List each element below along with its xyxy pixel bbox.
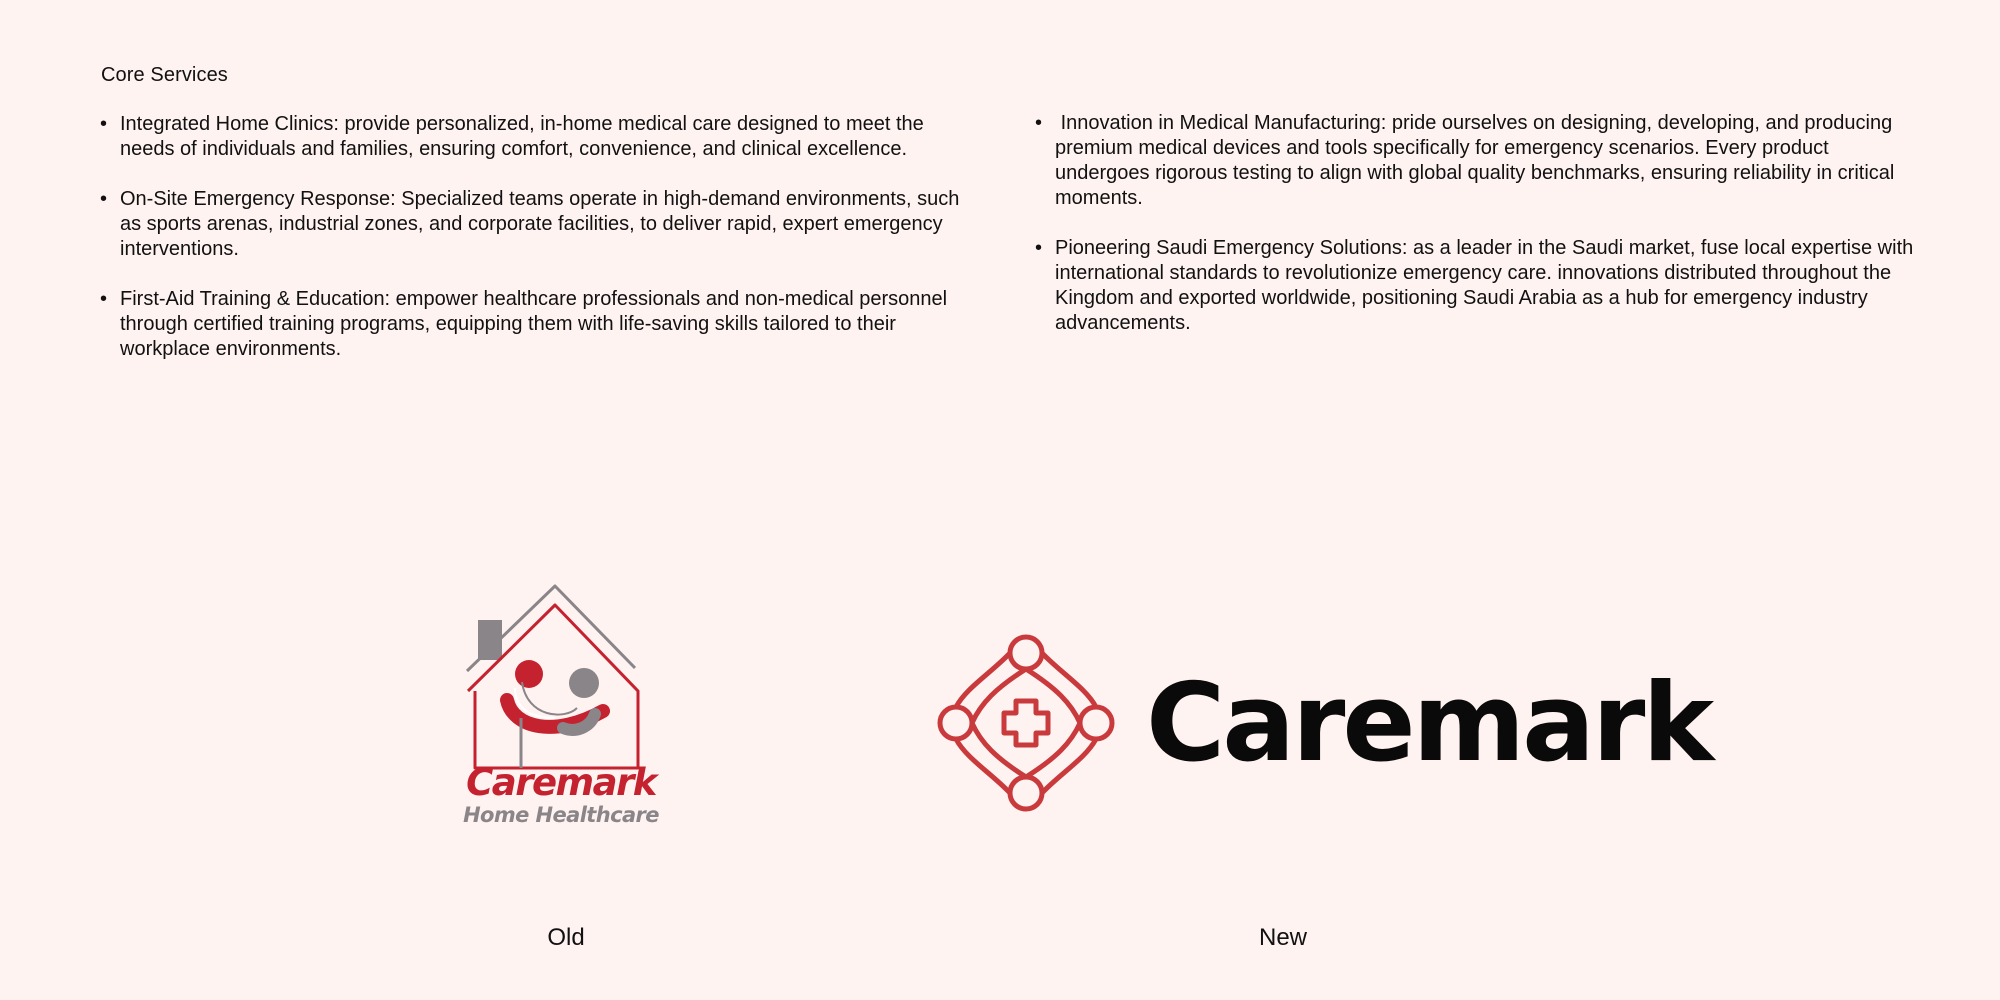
list-item: • Innovation in Medical Manufacturing: pride ourselves on designing, developing, and producing premium medical devices and tools specifically for emergency scenarios. Every product undergoes rigorous testing to align with global quality benchmarks, ensuring reliability in critical moments.	[1035, 111, 1915, 211]
list-item: • On-Site Emergency Response: Specialized teams operate in high-demand environments, such as sports arenas, industrial zones, and corporate facilities, to deliver rapid, expert emergency interventions.	[100, 187, 960, 262]
caption-new: New	[1258, 924, 1307, 951]
old-logo-subline: Home Healthcare	[463, 803, 659, 827]
list-item: • Integrated Home Clinics: provide personalized, in-home medical care designed to meet the needs of individuals and families, ensuring comfort, convenience, and clinical excellence.	[100, 112, 960, 162]
services-list-right	[1035, 111, 1915, 361]
new-logo-wordmark: Caremark	[1146, 661, 1712, 786]
section-title: Core Services	[101, 64, 228, 86]
list-item: • First-Aid Training & Education: empower healthcare professionals and non-medical personnel through certified training programs, equipping them with life-saving skills tailored to their workplace environments.	[100, 287, 960, 362]
list-item: • Pioneering Saudi Emergency Solutions: as a leader in the Saudi market, fuse local expertise with international standards to revolutionize emergency care. innovations distributed throughout the Kingdom and exported worldwide, positioning Saudi Arabia as a hub for emergency industry advancements.	[1035, 236, 1915, 336]
caption-old: Old	[547, 924, 585, 951]
medical-cross-emblem-icon	[936, 633, 1116, 813]
old-logo-wordmark: Caremark	[466, 761, 656, 804]
services-list-left	[100, 112, 960, 387]
